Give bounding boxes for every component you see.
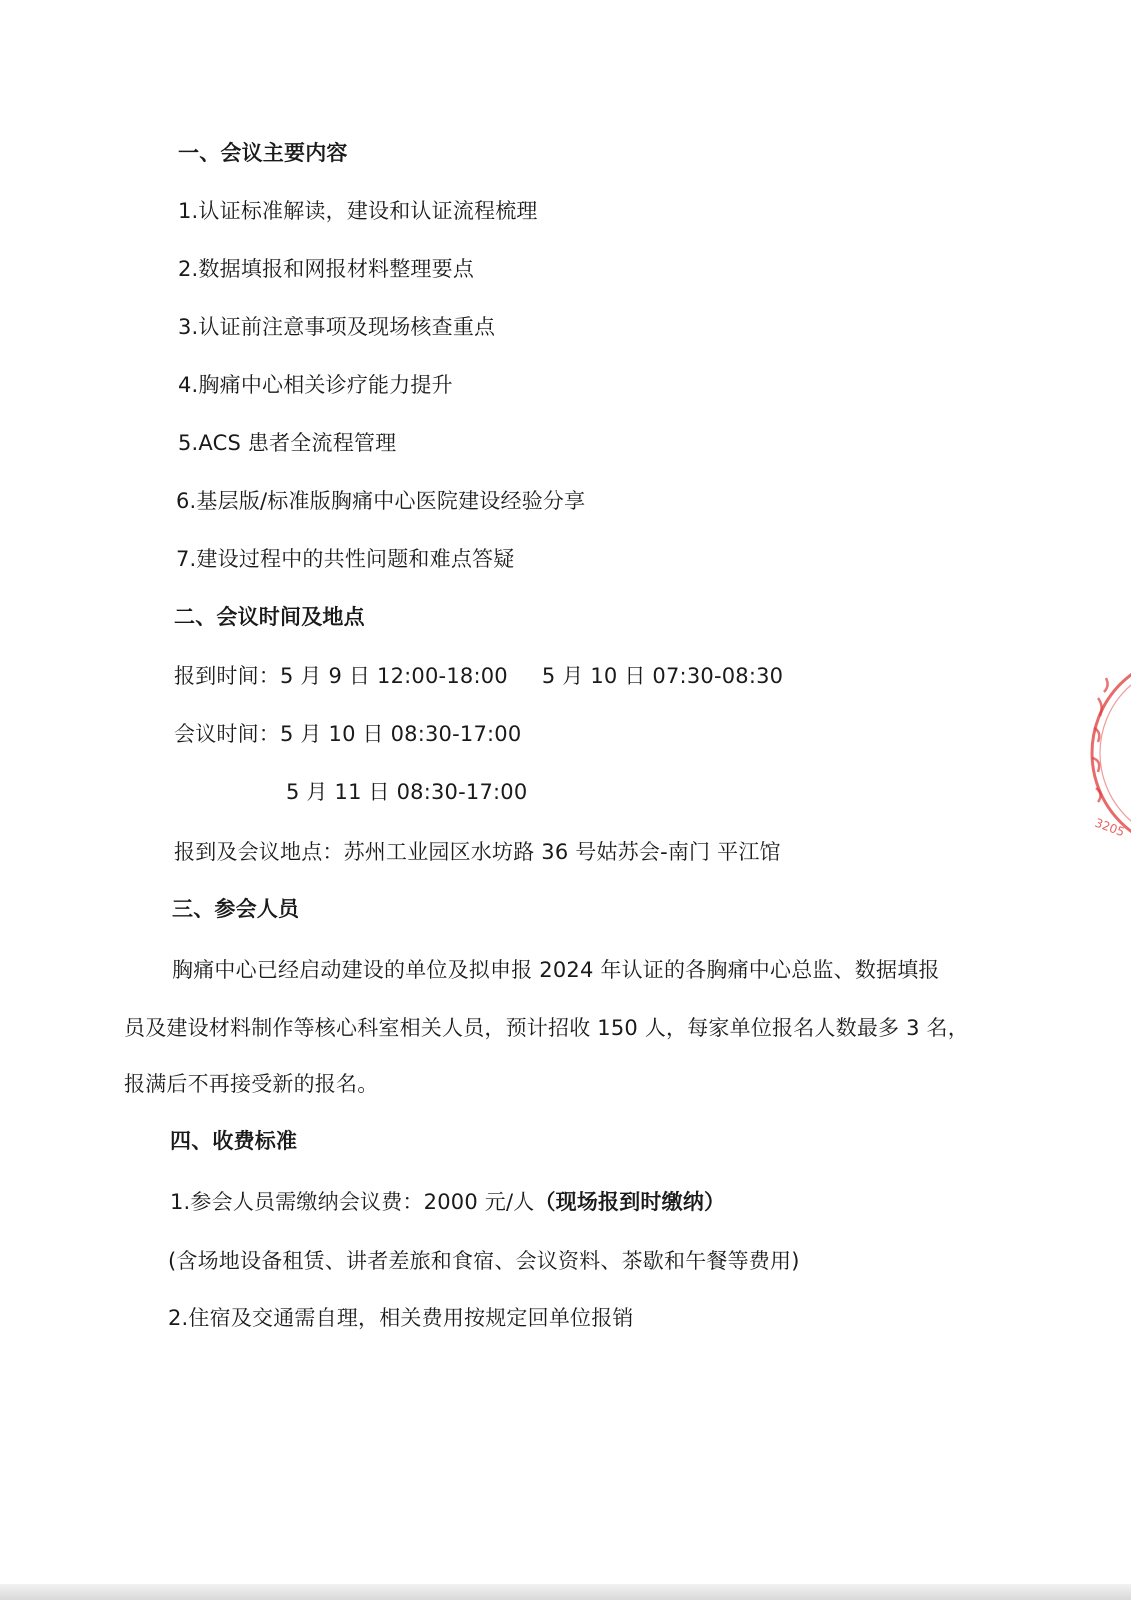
participants-para-line-1: 胸痛中心已经启动建设的单位及拟申报 2024 年认证的各胸痛中心总监、数据填报 [172, 958, 940, 982]
venue-label: 报到及会议地点： [174, 840, 344, 864]
checkin-time-2: 5 月 10 日 07:30-08:30 [541, 664, 784, 688]
fee-note: （现场报到时缴纳） [534, 1190, 726, 1214]
fee-includes: (含场地设备租赁、讲者差旅和食宿、会议资料、茶歇和午餐等费用) [168, 1249, 800, 1273]
section-1-item-3: 3.认证前注意事项及现场核查重点 [178, 315, 496, 339]
fee-text: 1.参会人员需缴纳会议费：2000 元/人 [170, 1190, 535, 1214]
section-2-heading: 二、会议时间及地点 [174, 605, 365, 629]
meeting-time-2: 5 月 11 日 08:30-17:00 [286, 780, 528, 804]
checkin-label: 报到时间： [174, 664, 280, 688]
meeting-time-row [174, 720, 521, 748]
section-1-heading: 一、会议主要内容 [178, 141, 348, 165]
participants-para-line-2: 员及建设材料制作等核心科室相关人员，预计招收 150 人，每家单位报名人数最多 3 名， [124, 1016, 969, 1040]
scan-bottom-edge [0, 1584, 1131, 1600]
section-4-item-2: 2.住宿及交通需自理，相关费用按规定回单位报销 [168, 1306, 634, 1330]
venue-text: 苏州工业园区水坊路 36 号姑苏会-南门 平江馆 [343, 840, 781, 864]
fee-row [170, 1188, 725, 1216]
section-4-heading: 四、收费标准 [170, 1129, 298, 1153]
section-1-item-6: 6.基层版/标准版胸痛中心医院建设经验分享 [176, 489, 586, 513]
seal-text: 3205 [1092, 815, 1127, 840]
meeting-label: 会议时间： [174, 722, 280, 746]
section-1-item-2: 2.数据填报和网报材料整理要点 [178, 257, 475, 281]
section-3-heading: 三、参会人员 [172, 897, 300, 921]
venue-row [174, 838, 781, 866]
official-seal-fragment [1080, 648, 1131, 858]
section-1-item-7: 7.建设过程中的共性问题和难点答疑 [176, 547, 515, 571]
checkin-time-row [174, 662, 783, 690]
section-1-item-1: 1.认证标准解读，建设和认证流程梳理 [178, 199, 538, 223]
seal-icon [1080, 648, 1131, 858]
checkin-time-1: 5 月 9 日 12:00-18:00 [280, 664, 508, 688]
meeting-time-1: 5 月 10 日 08:30-17:00 [280, 722, 522, 746]
section-1-item-4: 4.胸痛中心相关诊疗能力提升 [178, 373, 453, 397]
section-1-item-5: 5.ACS 患者全流程管理 [178, 431, 397, 455]
participants-para-line-3: 报满后不再接受新的报名。 [124, 1072, 379, 1096]
